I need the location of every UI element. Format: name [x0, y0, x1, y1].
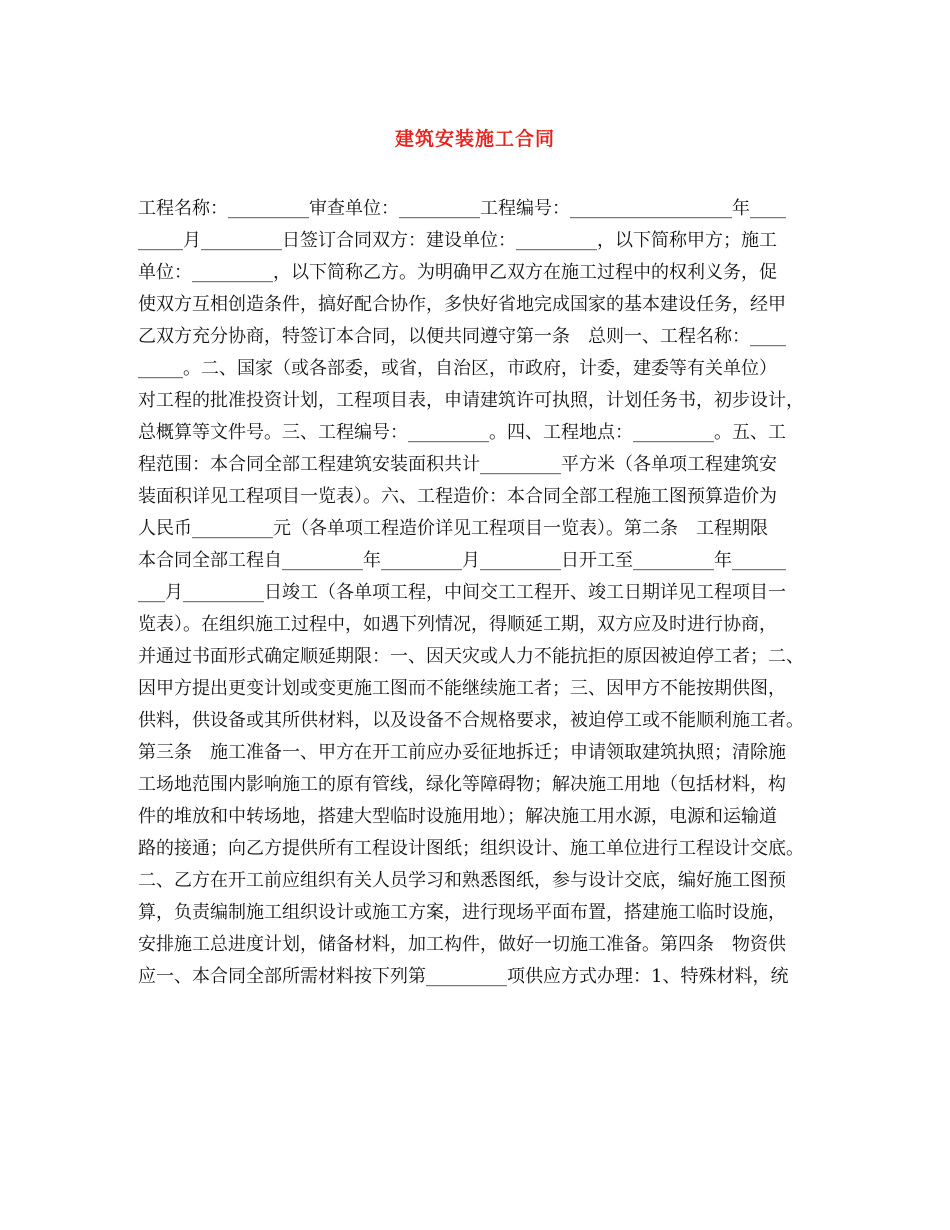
- body-line: 二、乙方在开工前应组织有关人员学习和熟悉图纸，参与设计交底，编好施工图预: [138, 870, 786, 891]
- body-line: ___月_________日竣工（各单项工程，中间交工工程开、竣工日期详见工程项目一: [138, 582, 786, 603]
- body-line: 装面积详见工程项目一览表）。六、工程造价：本合同全部工程施工图预算造价为: [138, 486, 777, 507]
- contract-body: [138, 193, 828, 993]
- body-line: 总概算等文件号。三、工程编号：_________。四、工程地点：_________。五、工: [138, 422, 786, 443]
- body-line: 使双方互相创造条件，搞好配合协作，多快好省地完成国家的基本建设任务，经甲: [138, 294, 786, 315]
- body-line: 路的接通；向乙方提供所有工程设计图纸；组织设计、施工单位进行工程设计交底。: [138, 838, 804, 859]
- body-line: 程范围：本合同全部工程建筑安装面积共计_________平方米（各单项工程建筑安: [138, 454, 777, 475]
- body-line: 人民币_________元（各单项工程造价详见工程项目一览表）。第二条 工程期限: [138, 518, 768, 539]
- body-line: 单位：_________，以下简称乙方。为明确甲乙双方在施工过程中的权利义务，促: [138, 262, 777, 283]
- body-line: 览表）。在组织施工过程中，如遇下列情况，得顺延工期，双方应及时进行协商，: [138, 614, 777, 635]
- body-line: 应一、本合同全部所需材料按下列第_________项供应方式办理：1、特殊材料，统: [138, 966, 789, 987]
- body-line: 并通过书面形式确定顺延期限：一、因天灾或人力不能抗拒的原因被迫停工者；二、: [138, 646, 804, 667]
- body-line: 第三条 施工准备一、甲方在开工前应办妥征地拆迁；申请领取建筑执照；清除施: [138, 742, 786, 763]
- body-line: _____月_________日签订合同双方：建设单位：_________，以下简称甲方；施工: [138, 230, 777, 251]
- body-line: 供料，供设备或其所供材料，以及设备不合规格要求，被迫停工或不能顺利施工者。: [138, 710, 804, 731]
- body-line: 乙双方充分协商，特签订本合同，以便共同遵守第一条 总则一、工程名称：____: [138, 326, 786, 347]
- document-title: 建筑安装施工合同: [394, 128, 555, 150]
- body-line: 因甲方提出更变计划或变更施工图而不能继续施工者；三、因甲方不能按期供图，: [138, 678, 786, 699]
- body-line: 件的堆放和中转场地，搭建大型临时设施用地）；解决施工用水源，电源和运输道: [138, 806, 777, 827]
- body-line: 工程名称：_________审查单位：_________工程编号：__________________年____: [138, 198, 786, 219]
- body-line: 对工程的批准投资计划，工程项目表，申请建筑许可执照，计划任务书，初步设计，: [138, 390, 804, 411]
- body-line: 算，负责编制施工组织设计或施工方案，进行现场平面布置，搭建施工临时设施，: [138, 902, 786, 923]
- body-line: 本合同全部工程自_________年_________月_________日开工至_________年______: [138, 550, 786, 571]
- body-line: 工场地范围内影响施工的原有管线，绿化等障碍物；解决施工用地（包括材料，构: [138, 774, 786, 795]
- body-line: 安排施工总进度计划，储备材料，加工构件，做好一切施工准备。第四条 物资供: [138, 934, 786, 955]
- body-line: _____。二、国家（或各部委，或省，自治区，市政府，计委，建委等有关单位）: [138, 358, 777, 379]
